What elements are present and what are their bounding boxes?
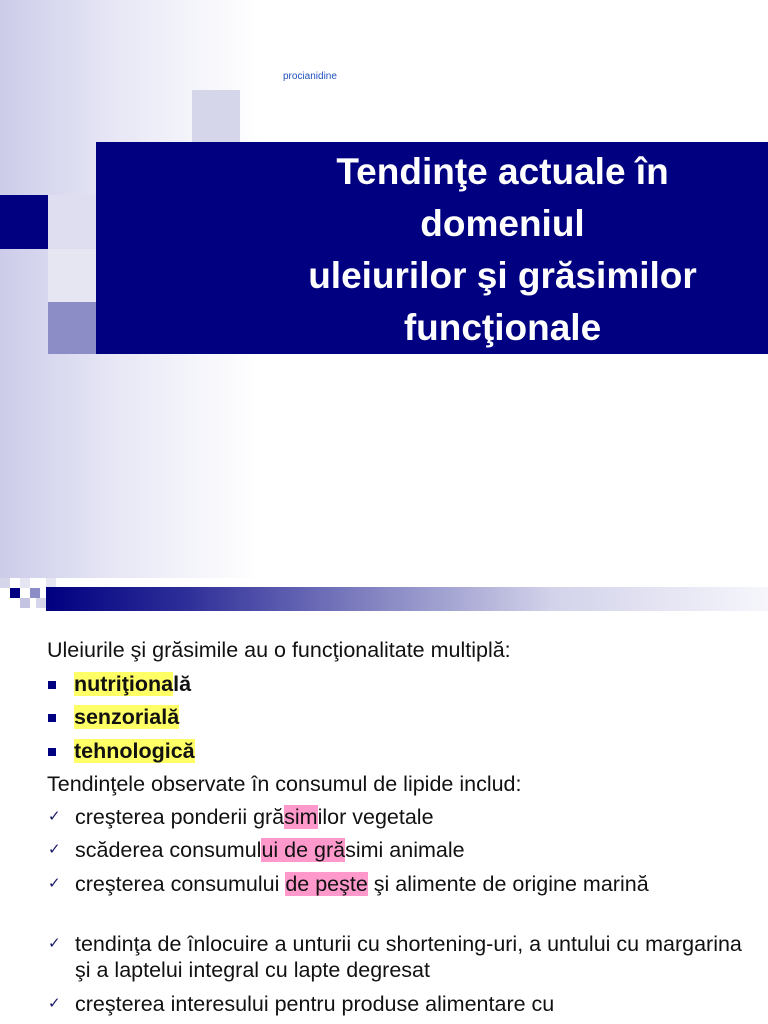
highlighted-text: sim: [284, 804, 318, 829]
checkmark-icon: ✓: [48, 934, 61, 952]
deco-square: [192, 90, 240, 142]
slide-title: [250, 146, 755, 354]
deco-square: [30, 588, 40, 598]
slide-content: [47, 636, 757, 1024]
trend-text: şi alimente de origine marină: [367, 871, 649, 896]
checkmark-icon: ✓: [48, 874, 61, 892]
title-line: uleiurilor şi grăsimilor: [308, 255, 697, 296]
trend-text: creşterea interesului pentru produse alimentare cu: [75, 991, 555, 1016]
highlighted-text: tehnologică: [74, 738, 195, 763]
highlighted-text: nutriţiona: [74, 671, 174, 696]
trends-intro-text: Tendinţele observate în consumul de lipide includ:: [47, 772, 522, 796]
trend-item: [47, 871, 757, 931]
highlighted-text: senzorială: [74, 705, 180, 729]
title-band-stub: [0, 195, 48, 249]
checkmark-icon: ✓: [48, 807, 61, 825]
square-bullet-icon: [48, 748, 56, 756]
bullet-item: [47, 670, 757, 704]
deco-square: [48, 195, 96, 249]
trend-text: creşterea consumului: [75, 871, 286, 896]
intro-text: Uleiurile şi grăsimile au o funcţionalitate multiplă:: [47, 638, 511, 662]
trend-text: scăderea consumul: [75, 838, 262, 862]
deco-square: [0, 578, 10, 588]
square-bullet-icon: [48, 681, 56, 689]
bullet-item: [47, 703, 757, 737]
title-line: funcţionale: [403, 307, 602, 348]
deco-square: [36, 598, 46, 608]
deco-square: [20, 578, 30, 588]
trend-text: ilor vegetale: [317, 804, 434, 829]
highlighted-text: de peşte: [285, 871, 368, 896]
deco-square: [48, 249, 96, 302]
bullet-text: lă: [173, 671, 192, 696]
trend-text: creşterea ponderii gră: [75, 804, 285, 829]
deco-square: [10, 588, 20, 598]
title-line: Tendinţe actuale în: [336, 151, 669, 192]
trend-item: [47, 991, 757, 1024]
small-label: procianidine: [283, 71, 337, 82]
title-line: domeniul: [420, 203, 585, 244]
deco-square: [20, 598, 30, 608]
divider-bar: [46, 587, 768, 611]
trend-item: [47, 931, 757, 991]
trend-item: [47, 837, 757, 871]
checkmark-icon: ✓: [48, 994, 61, 1012]
deco-square: [48, 302, 96, 354]
trend-text: simi animale: [345, 838, 465, 862]
trend-item: [47, 804, 757, 838]
trend-text: tendinţa de înlocuire a unturii cu shortening-uri, a untului cu margarina şi a laptelui integral cu lapte degresat: [75, 931, 742, 982]
highlighted-text: ui de gră: [261, 838, 346, 862]
checkmark-icon: ✓: [48, 841, 61, 858]
deco-square: [46, 578, 56, 587]
square-bullet-icon: [48, 714, 56, 722]
bullet-item: [47, 737, 757, 771]
